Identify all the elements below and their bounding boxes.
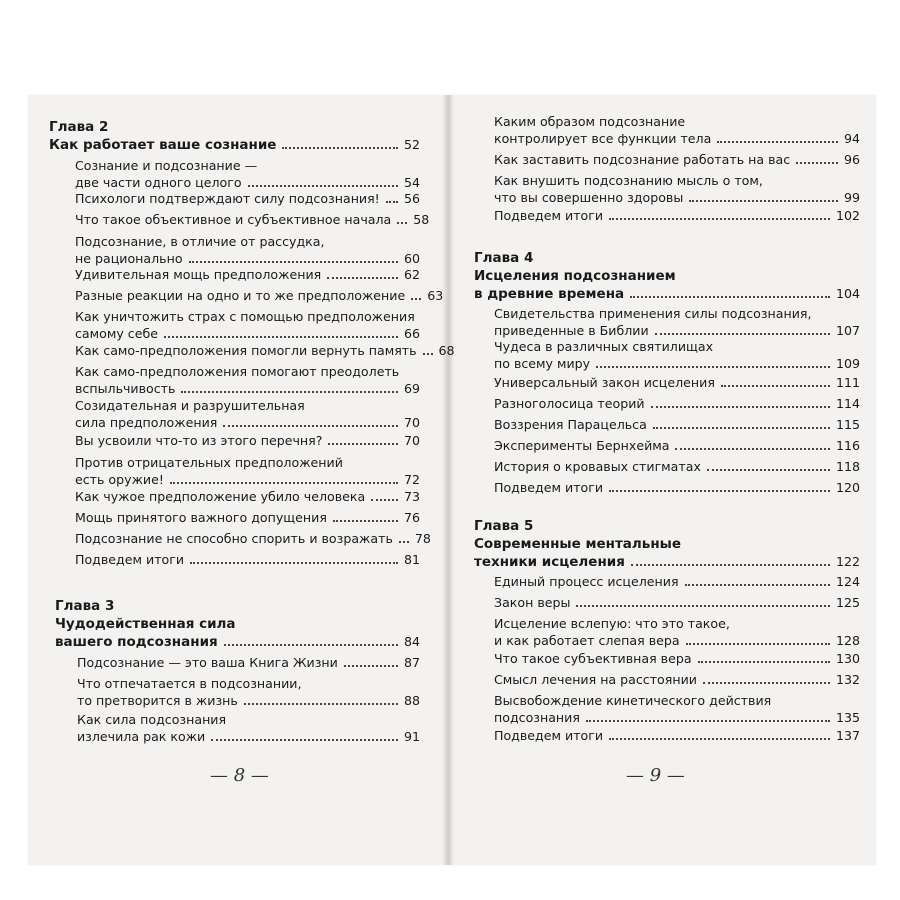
dot-leader [223,425,398,427]
dot-leader [211,739,398,741]
entry-line-1: Подсознание — это ваша Книга Жизни [77,655,338,670]
page-number: 111 [835,375,860,390]
page-number: 115 [835,417,860,432]
page-number: 63 [427,288,444,303]
dot-leader [653,427,830,429]
toc-entry[interactable] [494,172,860,206]
toc-entry[interactable] [75,509,420,526]
entry-line-1: Подведем итоги [75,552,185,567]
toc-entry[interactable] [494,692,860,726]
dot-leader [327,277,398,279]
chapter-4-title-line[interactable] [474,285,860,303]
dot-leader [423,353,433,355]
page-number: 114 [835,396,860,411]
toc-entry[interactable] [75,397,420,431]
chapter-3-title-2: вашего подсознания [55,634,218,650]
page-number: 96 [843,152,860,167]
entry-line-2: то претворится в жизнь [77,693,238,708]
entry-line-1: Как чужое предположение убило человека [75,489,366,504]
toc-entry[interactable] [75,530,431,547]
toc-entry[interactable] [494,479,860,496]
toc-entry[interactable] [494,573,860,590]
dot-leader [371,499,398,501]
page-number: 104 [835,286,860,301]
dot-leader [190,562,398,564]
entry-line-1: Исцеление вслепую: что это такое, [494,616,730,631]
dot-leader [333,520,398,522]
page-number: 73 [403,489,420,504]
toc-entry[interactable] [494,671,860,688]
page-number-folio: — 8 — [210,765,269,786]
page-number: 72 [403,472,420,487]
page-number: 130 [835,651,860,666]
dot-leader [630,296,830,298]
dot-leader [397,222,407,224]
dot-leader [609,738,830,740]
chapter-3-label: Глава 3 [55,598,115,614]
toc-entry[interactable] [75,211,430,228]
toc-entry[interactable] [75,190,420,207]
entry-line-1: Мощь принятого важного допущения [75,510,327,525]
page-number: 118 [835,459,860,474]
toc-entry[interactable] [494,113,860,147]
dot-leader [655,333,830,335]
toc-entry[interactable] [494,305,860,339]
entry-line-2: самому себе [75,326,158,341]
toc-entry[interactable] [77,711,420,745]
dot-leader [164,336,398,338]
dot-leader [386,201,398,203]
entry-line-1: Универсальный закон исцеления [494,375,715,390]
dot-leader [685,584,830,586]
chapter-5-title-2: техники исцеления [474,554,625,570]
toc-entry[interactable] [494,151,860,168]
toc-entry[interactable] [75,233,420,267]
entry-line-1: Как уничтожить страх с помощью предположения [75,309,415,324]
entry-line-1: Закон веры [494,595,571,610]
page-number: 78 [414,531,431,546]
toc-entry[interactable] [494,338,860,372]
toc-entry[interactable] [75,488,420,505]
entry-line-2: вспыльчивость [75,381,176,396]
page-number: 84 [403,634,420,649]
entry-line-2: по всему миру [494,356,591,371]
toc-entry[interactable] [494,458,860,475]
toc-entry[interactable] [494,395,860,412]
page-number: 81 [403,552,420,567]
page-number: 62 [403,267,420,282]
page-number: 91 [403,729,420,744]
dot-leader [596,366,830,368]
toc-entry[interactable] [77,675,420,709]
page-number: 54 [403,175,420,190]
dot-leader [675,448,829,450]
dot-leader [170,482,398,484]
entry-line-2: приведенные в Библии [494,323,649,338]
page-number: 68 [438,343,455,358]
dot-leader [282,147,398,149]
dot-leader [328,443,398,445]
dot-leader [717,141,838,143]
toc-entry[interactable] [75,454,420,488]
page-number: 70 [403,415,420,430]
entry-line-1: Удивительная мощь предположения [75,267,322,282]
dot-leader [586,720,830,722]
page-number: 102 [835,208,860,223]
dot-leader [189,261,398,263]
dot-leader [181,391,398,393]
entry-line-2: сила предположения [75,415,218,430]
dot-leader [689,200,838,202]
page-number: 122 [835,554,860,569]
page-number: 120 [835,480,860,495]
right-page [456,0,900,900]
chapter-2-title-line[interactable] [49,136,420,154]
page-number: 88 [403,693,420,708]
entry-line-1: Эксперименты Бернхейма [494,438,670,453]
chapter-3-title-line[interactable] [55,633,420,651]
chapter-5-title-1: Современные ментальные [474,536,682,552]
entry-line-1: Разноголосица теорий [494,396,645,411]
entry-line-1: Против отрицательных предположений [75,455,343,470]
page-number: 60 [403,251,420,266]
dot-leader [796,162,838,164]
dot-leader [576,605,830,607]
entry-line-1: Единый процесс исцеления [494,574,679,589]
dot-leader [721,385,830,387]
dot-leader [248,185,398,187]
toc-entry[interactable] [75,551,420,568]
toc-entry[interactable] [75,342,455,359]
toc-entry[interactable] [75,308,420,342]
chapter-5-label: Глава 5 [474,518,534,534]
entry-line-1: Подведем итоги [494,208,604,223]
dot-leader [651,406,830,408]
dot-leader [698,661,830,663]
entry-line-2: и как работает слепая вера [494,633,680,648]
entry-line-1: Что такое объективное и субъективное начала [75,212,392,227]
page-number: 107 [835,323,860,338]
entry-line-2: есть оружие! [75,472,164,487]
page-number: 137 [835,728,860,743]
chapter-5-title-line[interactable] [474,553,860,571]
page-number: 69 [403,381,420,396]
entry-line-1: Разные реакции на одно и то же предположение [75,288,406,303]
entry-line-1: Созидательная и разрушительная [75,398,305,413]
dot-leader [399,541,409,543]
toc-entry[interactable] [494,437,860,454]
chapter-4-title-1: Исцеления подсознанием [474,268,676,284]
page-number: 52 [403,137,420,152]
toc-entry[interactable] [494,207,860,224]
page-number: 56 [403,191,420,206]
entry-line-1: Как само-предположения помогли вернуть память [75,343,417,358]
dot-leader [344,665,398,667]
entry-line-1: Подсознание, в отличие от рассудка, [75,234,325,249]
dot-leader [609,490,830,492]
toc-entry[interactable] [494,374,860,391]
page-number: 128 [835,633,860,648]
page-number: 135 [835,710,860,725]
page-number-folio: — 9 — [626,765,685,786]
dot-leader [244,703,398,705]
entry-line-2: что вы совершенно здоровы [494,190,684,205]
page-number: 87 [403,655,420,670]
dot-leader [631,564,830,566]
entry-line-2: подсознания [494,710,580,725]
entry-line-1: Как внушить подсознанию мысль о том, [494,173,763,188]
entry-line-1: История о кровавых стигматах [494,459,701,474]
entry-line-1: Психологи подтверждают силу подсознания! [75,191,380,206]
entry-line-1: Каким образом подсознание [494,114,686,129]
toc-entry[interactable] [75,266,420,283]
entry-line-1: Свидетельства применения силы подсознания, [494,306,812,321]
entry-line-2: излечила рак кожи [77,729,206,744]
dot-leader [224,644,398,646]
page-number: 109 [835,356,860,371]
page-number: 132 [835,672,860,687]
page-number: 66 [403,326,420,341]
entry-line-1: Подсознание не способно спорить и возражать [75,531,393,546]
entry-line-2: не рационально [75,251,183,266]
chapter-4-title-2: в древние времена [474,286,625,302]
entry-line-1: Вы усвоили что-то из этого перечня? [75,433,323,448]
toc-entry[interactable] [75,287,444,304]
page-number: 116 [835,438,860,453]
toc-entry[interactable] [494,615,860,649]
page-number: 58 [413,212,430,227]
entry-line-2: две части одного целого [75,175,242,190]
chapter-2-title: Как работает ваше сознание [49,137,277,153]
toc-entry[interactable] [494,594,860,611]
book-gutter [442,95,454,865]
dot-leader [707,469,830,471]
entry-line-1: Что отпечатается в подсознании, [77,676,302,691]
dot-leader [411,298,421,300]
page-number: 124 [835,574,860,589]
entry-line-1: Как заставить подсознание работать на вас [494,152,791,167]
toc-entry[interactable] [75,157,420,191]
toc-entry[interactable] [494,650,860,667]
entry-line-1: Что такое субъективная вера [494,651,692,666]
page-number: 94 [843,131,860,146]
chapter-4-label: Глава 4 [474,250,534,266]
dot-leader [703,682,830,684]
entry-line-1: Смысл лечения на расстоянии [494,672,697,687]
page-number: 125 [835,595,860,610]
entry-line-1: Подведем итоги [494,480,604,495]
entry-line-1: Сознание и подсознание — [75,158,258,173]
entry-line-1: Высвобождение кинетического действия [494,693,772,708]
page-number: 76 [403,510,420,525]
toc-entry[interactable] [75,363,420,397]
toc-entry[interactable] [494,727,860,744]
entry-line-1: Как само-предположения помогают преодолеть [75,364,400,379]
dot-leader [686,643,830,645]
page-number: 99 [843,190,860,205]
page-number: 70 [403,433,420,448]
toc-entry[interactable] [75,432,420,449]
entry-line-2: контролирует все функции тела [494,131,712,146]
toc-entry[interactable] [494,416,860,433]
chapter-2-label: Глава 2 [49,119,109,135]
entry-line-1: Как сила подсознания [77,712,227,727]
entry-line-1: Воззрения Парацельса [494,417,647,432]
toc-entry[interactable] [77,654,420,671]
entry-line-1: Чудеса в различных святилищах [494,339,714,354]
entry-line-1: Подведем итоги [494,728,604,743]
chapter-3-title-1: Чудодейственная сила [55,616,236,632]
dot-leader [609,218,830,220]
